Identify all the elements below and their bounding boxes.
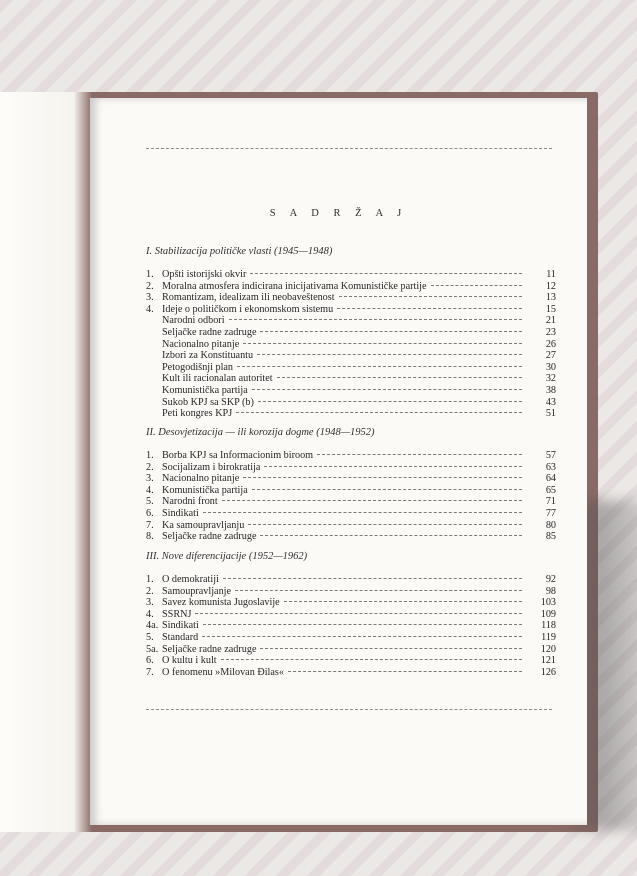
toc-leader-dashes (237, 366, 522, 367)
toc-entry (146, 620, 556, 632)
toc-entry (146, 519, 556, 532)
toc-leader-dashes (250, 273, 522, 274)
toc-entry-page: 71 (545, 496, 556, 508)
toc-entry-page: 64 (545, 473, 556, 485)
book-page (90, 98, 587, 825)
toc-entry-page: 38 (545, 384, 556, 396)
toc-entry-title: O fenomenu »Milovan Đilas« (162, 666, 284, 678)
toc-entry (146, 496, 556, 508)
toc-entry-page: 15 (545, 303, 556, 315)
toc-entry-number: 2. (146, 585, 154, 597)
toc-entry-number: 4. (146, 303, 154, 315)
toc-leader-dashes (236, 412, 522, 413)
toc-entry (146, 315, 556, 327)
toc-title: S A D R Ž A J (269, 208, 408, 219)
toc-entry (146, 350, 556, 362)
toc-entry (146, 597, 556, 609)
toc-entry (146, 574, 556, 586)
toc-leader-dashes (339, 296, 522, 297)
toc-entry-title: Romantizam, idealizam ili neobaveštenost (162, 292, 335, 304)
toc-leader-dashes (260, 535, 522, 536)
toc-leader-dashes (222, 500, 522, 501)
toc-entry-title: O demokratiji (162, 574, 219, 585)
toc-entry-page: 126 (540, 666, 556, 678)
toc-entry-title: O kultu i kult (162, 655, 217, 667)
toc-entry-title: Petogodišnji plan (162, 361, 234, 373)
toc-entry (146, 280, 556, 293)
toc-entry (146, 531, 556, 543)
toc-entry (146, 450, 556, 462)
toc-entry-page: 57 (545, 450, 556, 461)
toc-leader-dashes (195, 613, 522, 614)
toc-entry (146, 292, 556, 304)
toc-entry-page: 120 (540, 643, 556, 655)
toc-leader-dashes (288, 671, 522, 672)
toc-leader-dashes (223, 578, 522, 579)
toc-entry (146, 608, 556, 621)
toc-leader-dashes (260, 648, 522, 649)
toc-entry-number: 3. (146, 473, 154, 485)
toc-entry-number: 3. (146, 292, 154, 304)
toc-entry-number: 6. (146, 507, 154, 519)
bottom-rule (146, 709, 552, 710)
toc-leader-dashes (337, 308, 522, 309)
toc-entry-number: 5a. (146, 643, 159, 655)
toc-entry-page: 23 (545, 326, 556, 338)
toc-leader-dashes (431, 285, 523, 286)
toc-entry-title: Izbori za Konstituantu (162, 350, 254, 362)
toc-entry-number: 4. (146, 484, 154, 496)
toc-entry-page: 85 (545, 531, 556, 543)
toc-section-1 (146, 269, 556, 420)
toc-entry (146, 338, 556, 351)
toc-leader-dashes (202, 636, 522, 637)
toc-entry-number: 7. (146, 666, 154, 678)
toc-section-2 (146, 450, 556, 543)
toc-entry (146, 269, 556, 281)
toc-entry (146, 473, 556, 485)
toc-leader-dashes (235, 590, 522, 591)
toc-leader-dashes (264, 466, 522, 467)
toc-entry-number: 1. (146, 269, 154, 280)
toc-entry-number: 4. (146, 608, 154, 620)
toc-entry-page: 26 (545, 338, 556, 350)
toc-entry (146, 461, 556, 474)
toc-entry-page: 13 (545, 292, 556, 304)
toc-entry (146, 396, 556, 409)
toc-entry (146, 666, 556, 679)
toc-leader-dashes (203, 512, 522, 513)
toc-entry-page: 27 (545, 350, 556, 362)
toc-entry-title: Samoupravljanje (162, 585, 232, 597)
toc-entry-page: 63 (545, 461, 556, 473)
toc-entry-page: 119 (541, 631, 556, 643)
toc-entry-title: Seljačke radne zadruge (162, 326, 257, 338)
toc-entry-page: 121 (540, 655, 556, 667)
toc-entry-title: Opšti istorijski okvir (162, 269, 247, 280)
toc-leader-dashes (317, 454, 522, 455)
toc-entry-title: Sindikati (162, 507, 199, 519)
toc-entry-title: Ideje o političkom i ekonomskom sistemu (162, 303, 334, 315)
toc-leader-dashes (229, 319, 522, 320)
toc-entry-title: Standard (162, 631, 199, 643)
toc-entry-title: Sukob KPJ sa SKP (b) (162, 396, 254, 408)
toc-entry (146, 507, 556, 520)
toc-entry-page: 30 (545, 361, 556, 373)
toc-leader-dashes (243, 477, 522, 478)
toc-entry-number: 5. (146, 496, 154, 508)
toc-entry-page: 103 (540, 597, 556, 609)
toc-leader-dashes (252, 489, 522, 490)
toc-leader-dashes (284, 601, 522, 602)
toc-leader-dashes (277, 377, 522, 378)
toc-entry-title: SSRNJ (162, 608, 192, 620)
toc-entry-title: Nacionalno pitanje (162, 473, 240, 485)
toc-entry (146, 631, 556, 644)
toc-entry-title: Savez komunista Jugoslavije (162, 597, 280, 609)
section-heading-2: II. Desovjetizacija — ili korozija dogme (1948—1952) (146, 427, 375, 438)
toc-entry-number: 5. (146, 631, 154, 643)
toc-entry-number: 7. (146, 519, 154, 531)
toc-entry (146, 373, 556, 385)
toc-entry-page: 109 (540, 608, 556, 620)
toc-entry-title: Komunistička partija (162, 484, 248, 496)
toc-entry-page: 65 (545, 484, 556, 496)
toc-entry-number: 8. (146, 531, 154, 543)
toc-entry-title: Nacionalno pitanje (162, 338, 240, 350)
toc-entry-title: Seljačke radne zadruge (162, 531, 257, 543)
left-page-edge (0, 92, 92, 832)
toc-entry (146, 326, 556, 339)
section-heading-3: III. Nove diferencijacije (1952—1962) (146, 551, 308, 562)
top-rule (146, 148, 552, 149)
toc-leader-dashes (258, 401, 522, 402)
toc-entry-page: 32 (545, 373, 556, 385)
toc-entry-title: Narodni front (162, 496, 218, 508)
toc-entry-page: 21 (545, 315, 556, 327)
toc-entry-page: 11 (546, 269, 556, 280)
toc-entry-number: 2. (146, 280, 154, 292)
toc-entry-title: Komunistička partija (162, 384, 248, 396)
toc-entry-page: 12 (545, 280, 556, 292)
toc-entry-number: 2. (146, 461, 154, 473)
toc-entry-number: 1. (146, 450, 154, 461)
toc-entry-number: 6. (146, 655, 154, 667)
toc-entry-title: Moralna atmosfera indicirana inicijativama Komunističke partije (162, 280, 427, 292)
toc-entry-page: 118 (541, 620, 556, 632)
toc-entry (146, 484, 556, 497)
toc-leader-dashes (203, 624, 522, 625)
toc-leader-dashes (248, 524, 522, 525)
toc-section-3 (146, 574, 556, 678)
toc-entry-title: Narodni odbori (162, 315, 225, 327)
section-heading-1: I. Stabilizacija političke vlasti (1945—1948) (146, 246, 333, 257)
toc-entry-title: Socijalizam i birokratija (162, 461, 261, 473)
toc-entry (146, 585, 556, 598)
toc-entry-page: 43 (545, 396, 556, 408)
toc-entry (146, 384, 556, 397)
toc-leader-dashes (260, 331, 522, 332)
toc-entry-title: Seljačke radne zadruge (162, 643, 257, 655)
toc-entry-page: 77 (545, 507, 556, 519)
toc-leader-dashes (257, 354, 522, 355)
toc-entry-number: 4a. (146, 620, 159, 632)
toc-leader-dashes (252, 389, 522, 390)
toc-leader-dashes (221, 659, 522, 660)
toc-entry-title: Sindikati (162, 620, 199, 632)
toc-entry-title: Peti kongres KPJ (162, 408, 233, 420)
toc-entry (146, 361, 556, 374)
toc-entry-page: 98 (545, 585, 556, 597)
toc-entry-title: Kult ili racionalan autoritet (162, 373, 273, 385)
toc-entry (146, 303, 556, 316)
toc-entry-number: 3. (146, 597, 154, 609)
toc-entry-page: 51 (545, 408, 556, 420)
toc-entry (146, 408, 556, 420)
toc-entry-title: Borba KPJ sa Informacionim biroom (162, 450, 314, 461)
toc-leader-dashes (243, 343, 522, 344)
toc-entry-page: 92 (545, 574, 556, 585)
toc-entry (146, 655, 556, 667)
toc-entry-title: Ka samoupravljanju (162, 519, 245, 531)
toc-entry-number: 1. (146, 574, 154, 585)
toc-entry-page: 80 (545, 519, 556, 531)
toc-entry (146, 643, 556, 656)
